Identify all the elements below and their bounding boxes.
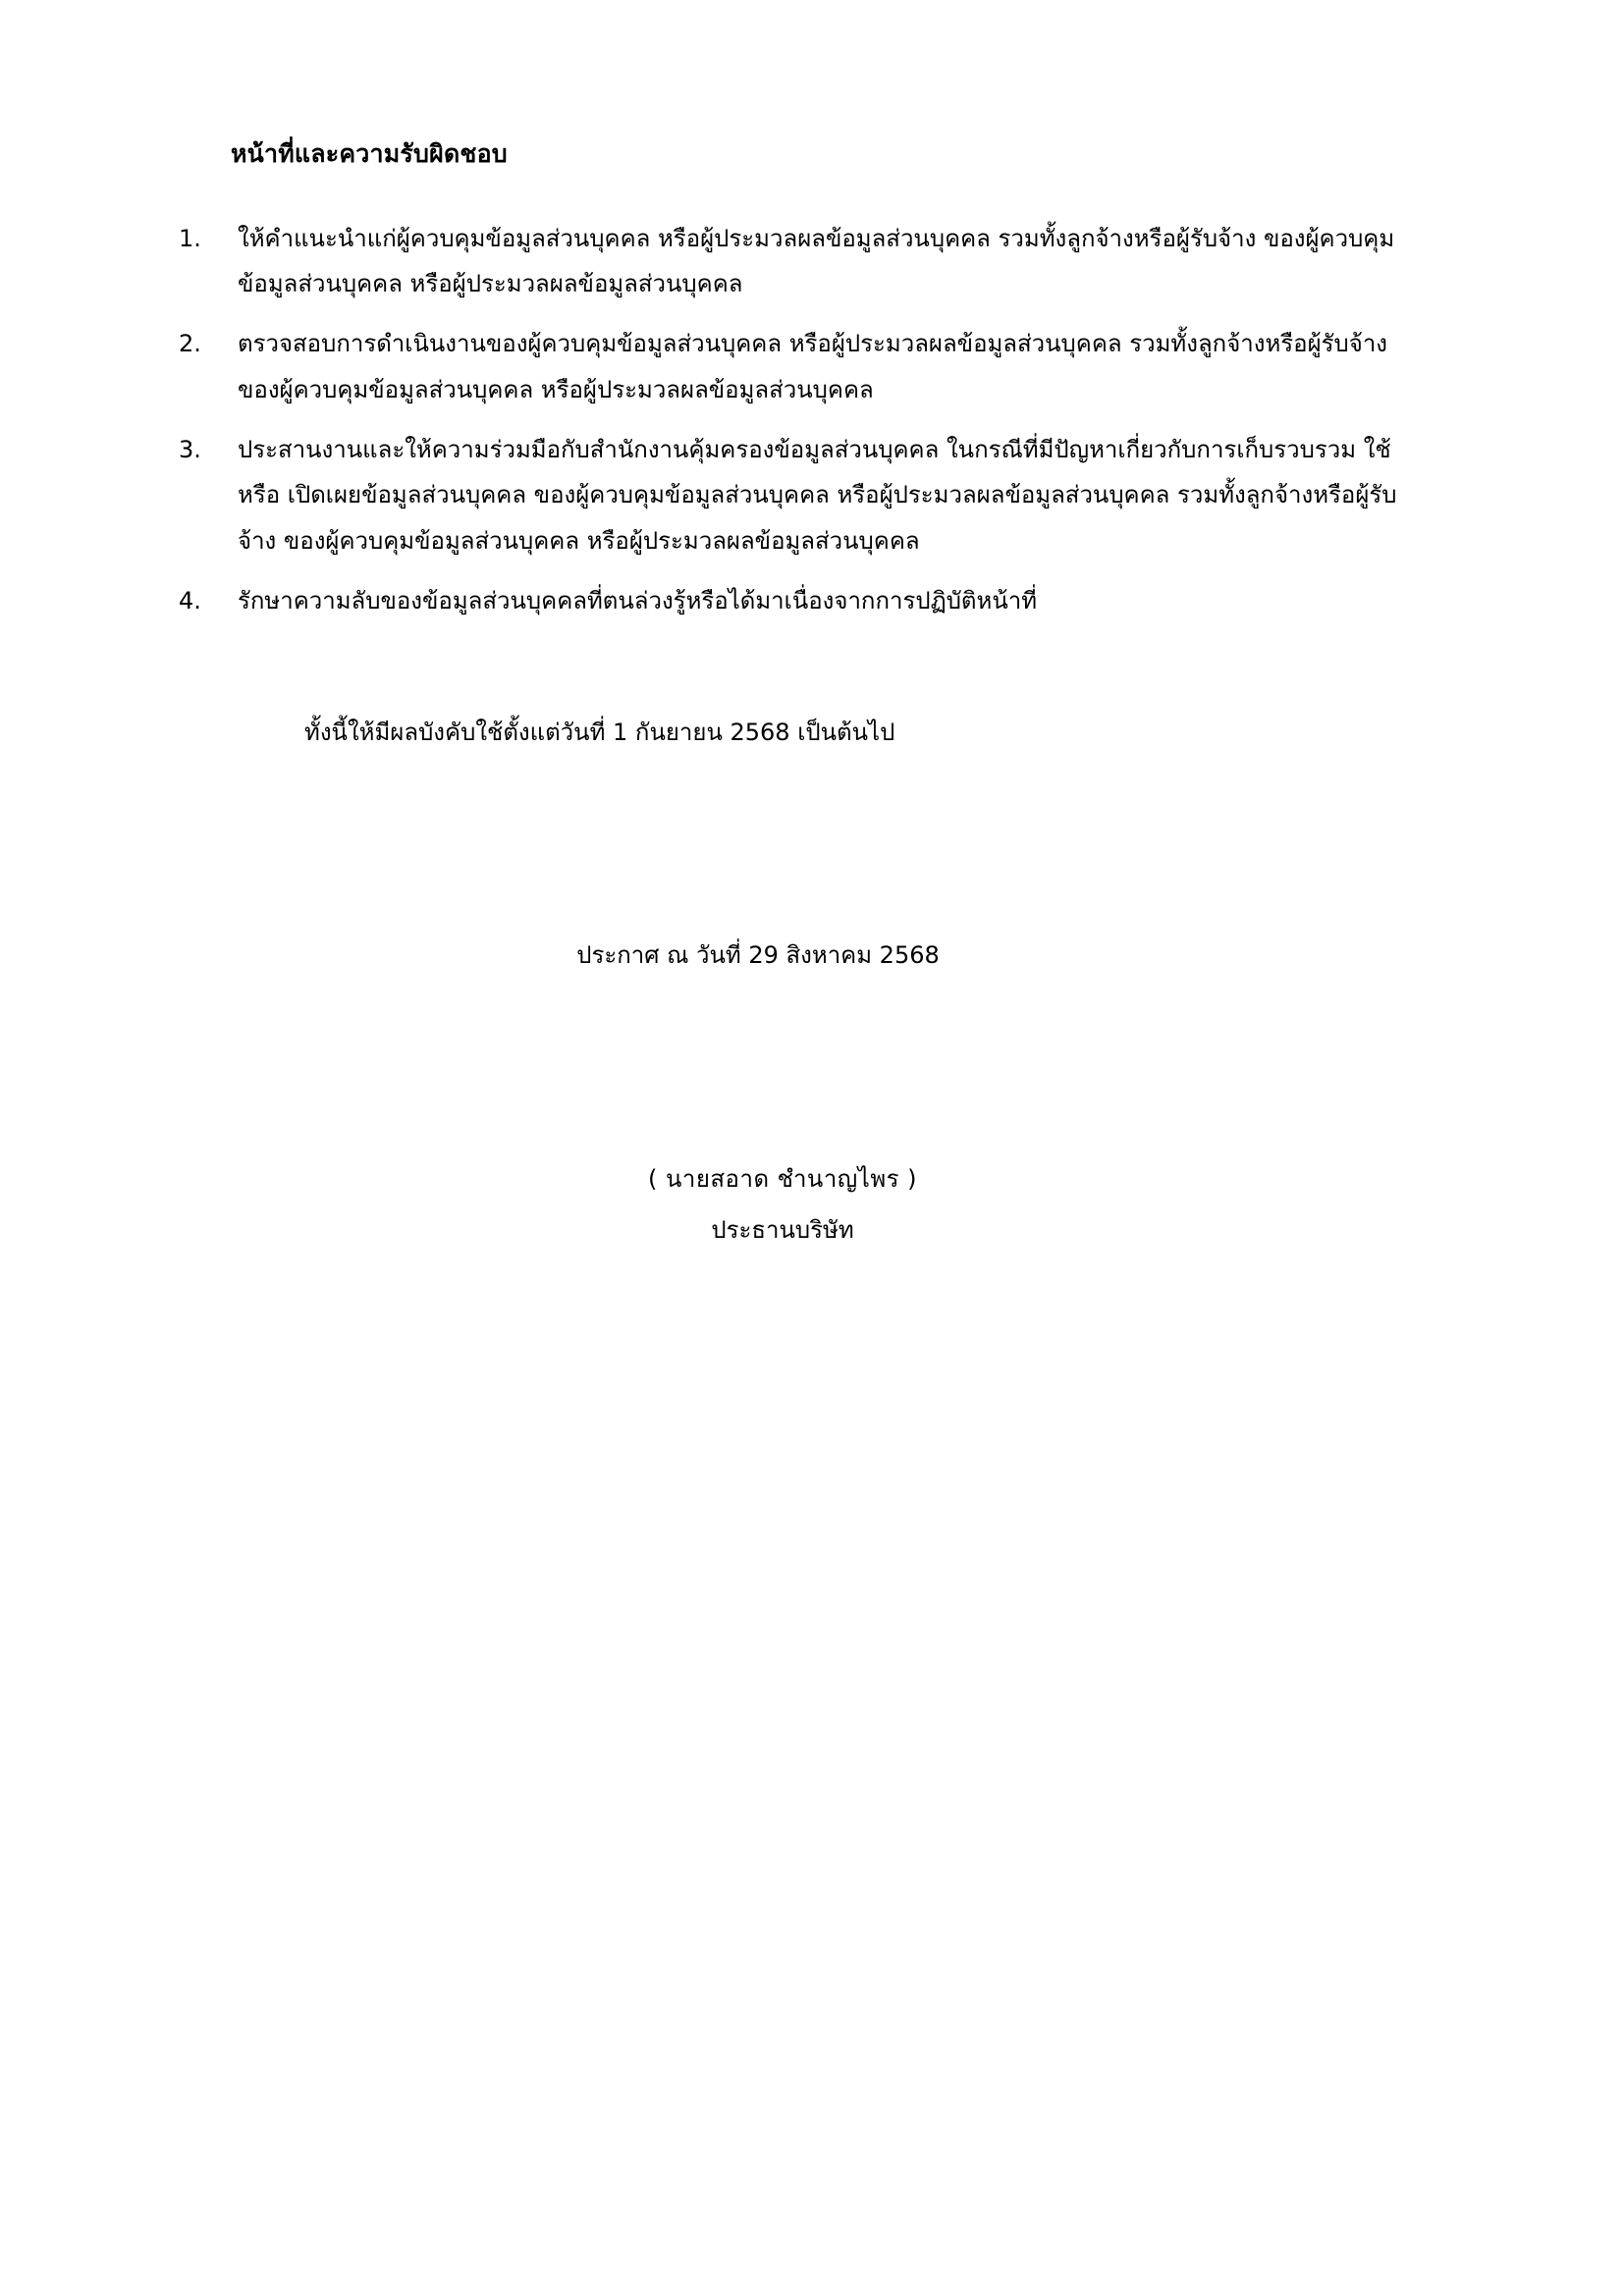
clause-text: รักษาความลับของข้อมูลส่วนบุคคลที่ตนล่วงรู้หรือได้มาเนื่องจากการปฏิบัติหน้าที่: [238, 587, 1038, 615]
list-item: [147, 216, 1477, 308]
signer-title: ประธานบริษัท: [711, 1215, 854, 1244]
clause-number: 1.: [179, 224, 201, 252]
clause-text: ประสานงานและให้ความร่วมมือกับสำนักงานคุ้มครองข้อมูลส่วนบุคคล ในกรณีที่มีปัญหาเกี่ยวกับการเก็บรวบรวม ใช้ หรือ เปิดเผยข้อมูลส่วนบุคคล ของผู้ควบคุมข้อมูลส่วนบุคคล หรือผู้ประมวลผลข้อมูลส่วนบุคคล รวมทั้งลูกจ้างหรือผู้รับจ้าง ของผู้ควบคุมข้อมูลส่วนบุคคล หรือผู้ประมวลผลข้อมูลส่วนบุคคล: [238, 435, 1397, 556]
clause-text: ให้คำแนะนำแก่ผู้ควบคุมข้อมูลส่วนบุคคล หรือผู้ประมวลผลข้อมูลส่วนบุคคล รวมทั้งลูกจ้างหรือผู้รับจ้าง ของผู้ควบคุมข้อมูลส่วนบุคคล หรือผู้ประมวลผลข้อมูลส่วนบุคคล: [238, 224, 1395, 298]
list-item: [147, 427, 1477, 564]
clause-text: ตรวจสอบการดำเนินงานของผู้ควบคุมข้อมูลส่วนบุคคล หรือผู้ประมวลผลข้อมูลส่วนบุคคล รวมทั้งลูกจ้างหรือผู้รับจ้าง ของผู้ควบคุมข้อมูลส่วนบุคคล หรือผู้ประมวลผลข้อมูลส่วนบุคคล: [238, 330, 1388, 403]
signature-block: [147, 1157, 1477, 1253]
page-title: หน้าที่และความรับผิดชอบ: [231, 139, 508, 168]
clause-number: 3.: [179, 435, 201, 463]
clause-number: 2.: [179, 330, 201, 358]
list-item: [147, 321, 1477, 413]
effective-date-statement: ทั้งนี้ให้มีผลบังคับใช้ตั้งแต่วันที่ 1 กันยายน 2568 เป็นต้นไป: [304, 718, 895, 746]
list-item: [147, 578, 1477, 624]
announcement-date: ประกาศ ณ วันที่ 29 สิงหาคม 2568: [576, 941, 940, 970]
clause-list: [147, 216, 1477, 624]
clause-number: 4.: [179, 587, 201, 615]
signer-name: ( นายสอาด ชำนาญไพร ): [647, 1165, 918, 1194]
